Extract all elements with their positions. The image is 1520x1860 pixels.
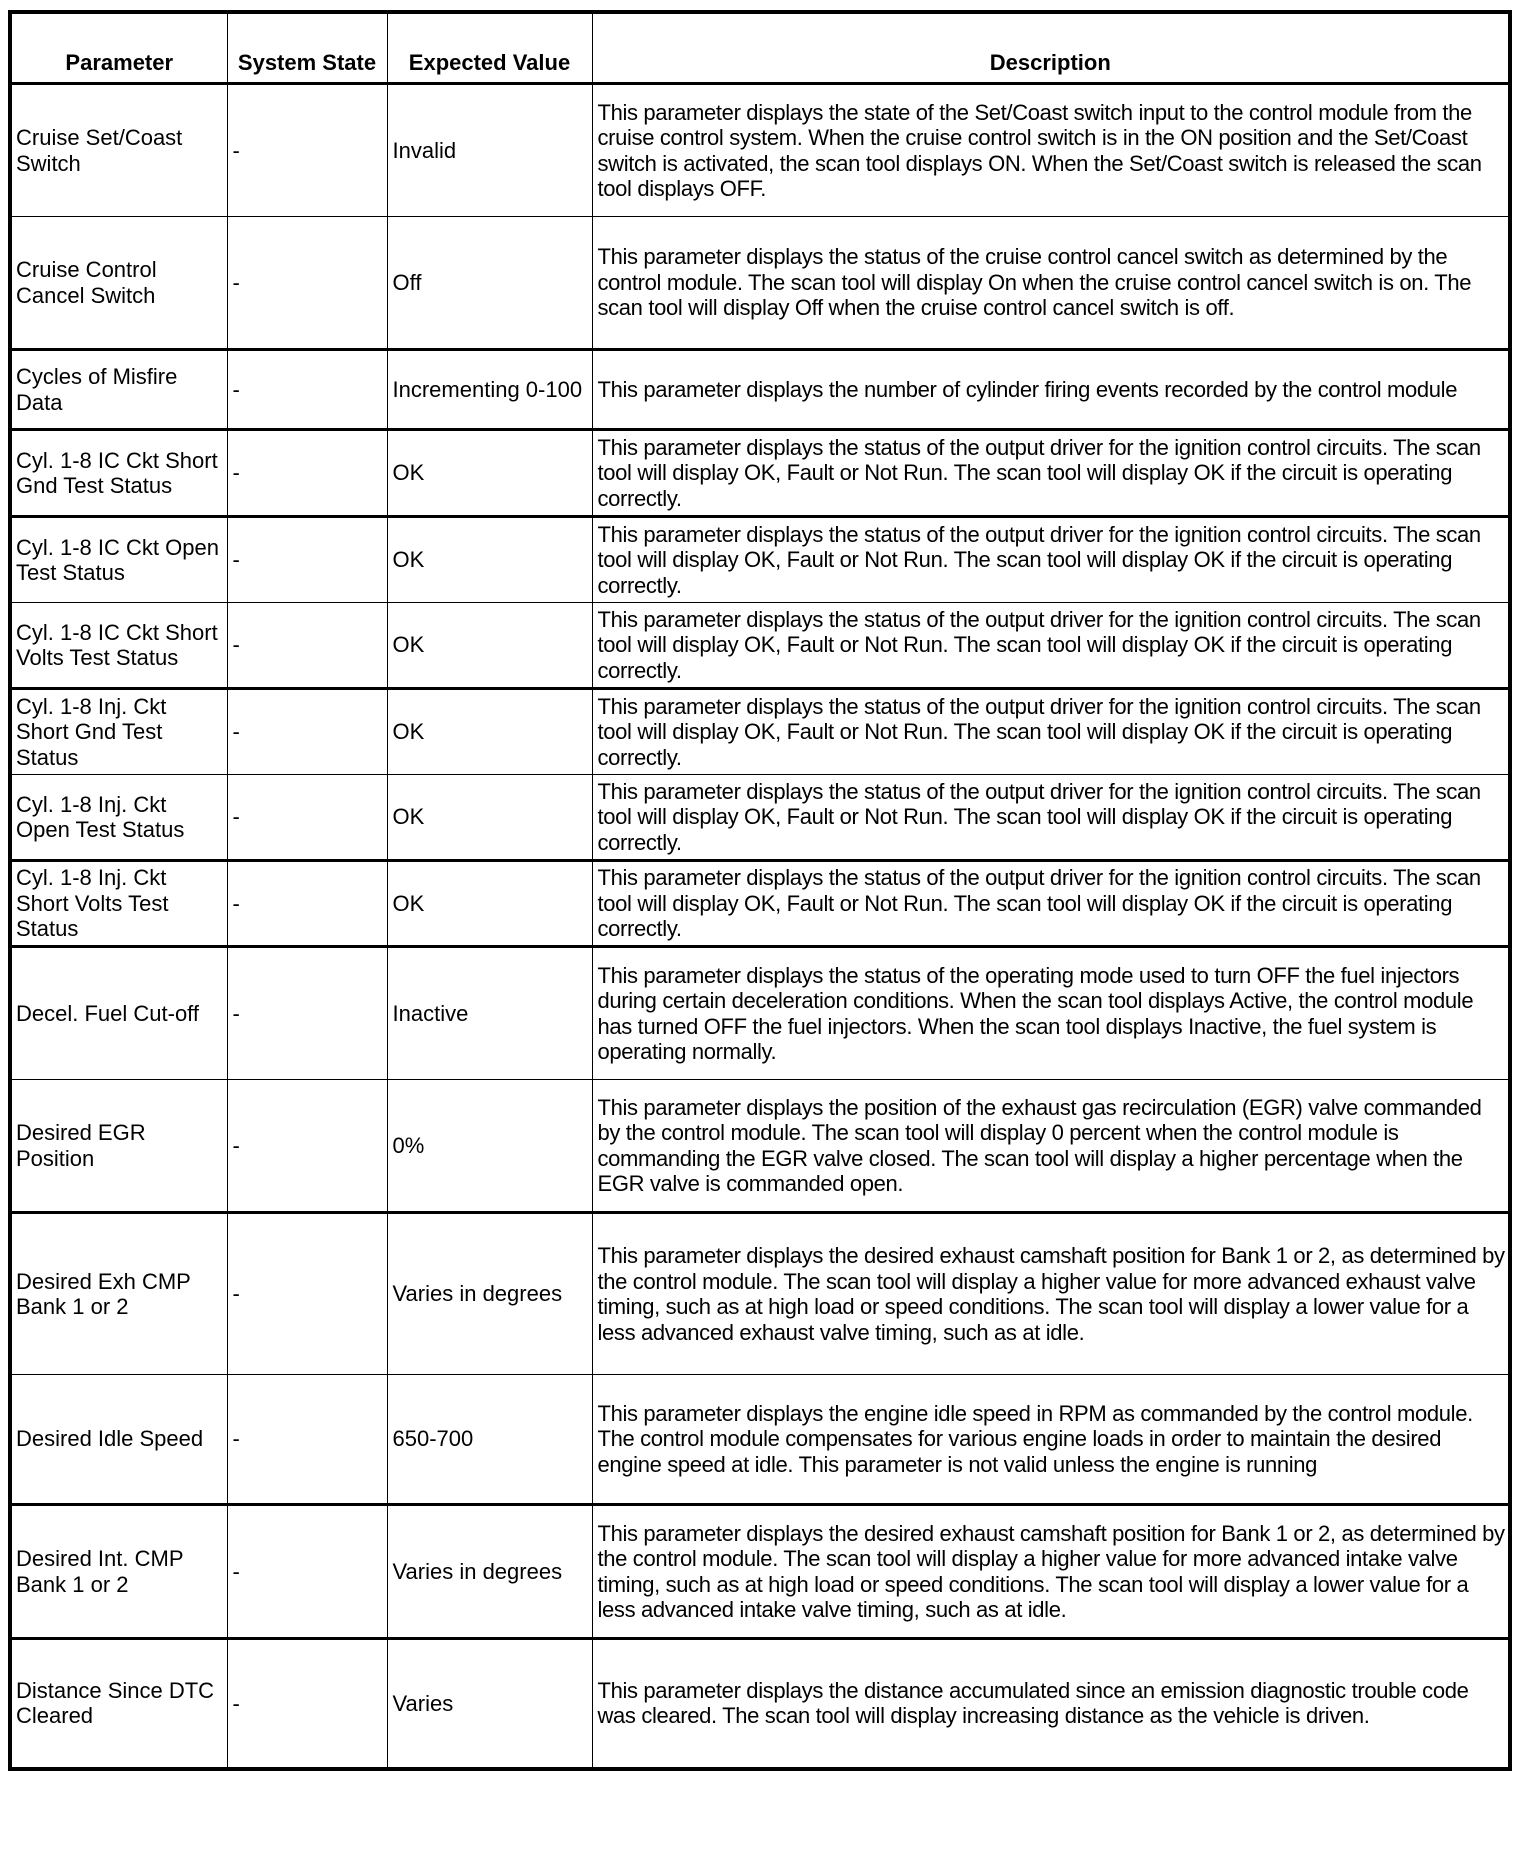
description-cell: This parameter displays the status of the output driver for the ignition control circuits. The scan tool will display OK, Fault or Not Run. The scan tool will display OK if the circuit is operating correctly. <box>592 775 1510 861</box>
parameter-cell: Decel. Fuel Cut-off <box>10 947 227 1080</box>
table-row <box>10 1080 1510 1213</box>
system-state-cell: - <box>227 84 387 217</box>
table-row <box>10 84 1510 217</box>
parameter-cell: Desired Idle Speed <box>10 1375 227 1505</box>
system-state-cell: - <box>227 217 387 350</box>
system-state-cell: - <box>227 947 387 1080</box>
table-row <box>10 947 1510 1080</box>
system-state-cell: - <box>227 1213 387 1375</box>
parameter-cell: Desired Int. CMP Bank 1 or 2 <box>10 1505 227 1639</box>
description-cell: This parameter displays the status of the operating mode used to turn OFF the fuel injectors during certain deceleration conditions. When the scan tool displays Active, the control module has turned OFF the fuel injectors. When the scan tool displays Inactive, the fuel system is operating normally. <box>592 947 1510 1080</box>
description-cell: This parameter displays the status of the cruise control cancel switch as determined by the control module. The scan tool will display On when the cruise control cancel switch is on. The scan tool will display Off when the cruise control cancel switch is off. <box>592 217 1510 350</box>
parameter-cell: Cyl. 1-8 IC Ckt Short Volts Test Status <box>10 603 227 689</box>
table-row <box>10 217 1510 350</box>
system-state-cell: - <box>227 350 387 430</box>
expected-value-cell: Incrementing 0-100 <box>387 350 592 430</box>
table-row <box>10 1375 1510 1505</box>
header-expected-value: Expected Value <box>387 12 592 84</box>
table-row <box>10 1505 1510 1639</box>
system-state-cell: - <box>227 861 387 947</box>
description-cell: This parameter displays the desired exhaust camshaft position for Bank 1 or 2, as determined by the control module. The scan tool will display a higher value for more advanced exhaust valve timing, such as at high load or speed conditions. The scan tool will display a lower value for a less advanced exhaust valve timing, such as at idle. <box>592 1213 1510 1375</box>
table-row <box>10 1213 1510 1375</box>
system-state-cell: - <box>227 1080 387 1213</box>
description-cell: This parameter displays the status of the output driver for the ignition control circuits. The scan tool will display OK, Fault or Not Run. The scan tool will display OK if the circuit is operating correctly. <box>592 603 1510 689</box>
description-cell: This parameter displays the number of cylinder firing events recorded by the control module <box>592 350 1510 430</box>
parameter-cell: Cycles of Misfire Data <box>10 350 227 430</box>
description-cell: This parameter displays the status of the output driver for the ignition control circuits. The scan tool will display OK, Fault or Not Run. The scan tool will display OK if the circuit is operating correctly. <box>592 517 1510 603</box>
system-state-cell: - <box>227 689 387 775</box>
description-cell: This parameter displays the state of the Set/Coast switch input to the control module from the cruise control system. When the cruise control switch is in the ON position and the Set/Coast switch is activated, the scan tool displays ON. When the Set/Coast switch is released the scan tool displays OFF. <box>592 84 1510 217</box>
system-state-cell: - <box>227 1639 387 1769</box>
expected-value-cell: Invalid <box>387 84 592 217</box>
parameter-cell: Cyl. 1-8 Inj. Ckt Short Volts Test Status <box>10 861 227 947</box>
header-description: Description <box>592 12 1510 84</box>
expected-value-cell: OK <box>387 603 592 689</box>
table-row <box>10 775 1510 861</box>
table-row <box>10 1639 1510 1769</box>
description-cell: This parameter displays the engine idle speed in RPM as commanded by the control module. The control module compensates for various engine loads in order to maintain the desired engine speed at idle. This parameter is not valid unless the engine is running <box>592 1375 1510 1505</box>
parameter-cell: Cyl. 1-8 Inj. Ckt Open Test Status <box>10 775 227 861</box>
expected-value-cell: OK <box>387 430 592 517</box>
parameter-cell: Cyl. 1-8 IC Ckt Short Gnd Test Status <box>10 430 227 517</box>
header-parameter: Parameter <box>10 12 227 84</box>
system-state-cell: - <box>227 1505 387 1639</box>
parameter-cell: Desired EGR Position <box>10 1080 227 1213</box>
table-row <box>10 430 1510 517</box>
expected-value-cell: Varies in degrees <box>387 1505 592 1639</box>
description-cell: This parameter displays the status of the output driver for the ignition control circuits. The scan tool will display OK, Fault or Not Run. The scan tool will display OK if the circuit is operating correctly. <box>592 430 1510 517</box>
parameter-cell: Cruise Set/Coast Switch <box>10 84 227 217</box>
expected-value-cell: Off <box>387 217 592 350</box>
parameter-cell: Distance Since DTC Cleared <box>10 1639 227 1769</box>
expected-value-cell: OK <box>387 775 592 861</box>
table-row <box>10 350 1510 430</box>
system-state-cell: - <box>227 775 387 861</box>
expected-value-cell: OK <box>387 517 592 603</box>
description-cell: This parameter displays the distance accumulated since an emission diagnostic trouble code was cleared. The scan tool will display increasing distance as the vehicle is driven. <box>592 1639 1510 1769</box>
parameter-table <box>8 10 1512 1771</box>
header-system-state: System State <box>227 12 387 84</box>
system-state-cell: - <box>227 430 387 517</box>
expected-value-cell: OK <box>387 689 592 775</box>
parameter-cell: Cyl. 1-8 Inj. Ckt Short Gnd Test Status <box>10 689 227 775</box>
expected-value-cell: OK <box>387 861 592 947</box>
expected-value-cell: Varies in degrees <box>387 1213 592 1375</box>
description-cell: This parameter displays the position of the exhaust gas recirculation (EGR) valve commanded by the control module. The scan tool will display 0 percent when the control module is commanding the EGR valve closed. The scan tool will display a higher percentage when the EGR valve is commanded open. <box>592 1080 1510 1213</box>
system-state-cell: - <box>227 1375 387 1505</box>
table-row <box>10 689 1510 775</box>
parameter-cell: Desired Exh CMP Bank 1 or 2 <box>10 1213 227 1375</box>
parameter-cell: Cruise Control Cancel Switch <box>10 217 227 350</box>
description-cell: This parameter displays the status of the output driver for the ignition control circuits. The scan tool will display OK, Fault or Not Run. The scan tool will display OK if the circuit is operating correctly. <box>592 689 1510 775</box>
system-state-cell: - <box>227 603 387 689</box>
table-row <box>10 603 1510 689</box>
parameter-cell: Cyl. 1-8 IC Ckt Open Test Status <box>10 517 227 603</box>
header-row <box>10 12 1510 84</box>
expected-value-cell: Inactive <box>387 947 592 1080</box>
expected-value-cell: 0% <box>387 1080 592 1213</box>
description-cell: This parameter displays the desired exhaust camshaft position for Bank 1 or 2, as determined by the control module. The scan tool will display a higher value for more advanced intake valve timing, such as at high load or speed conditions. The scan tool will display a lower value for a less advanced intake valve timing, such as at idle. <box>592 1505 1510 1639</box>
table-row <box>10 861 1510 947</box>
table-row <box>10 517 1510 603</box>
system-state-cell: - <box>227 517 387 603</box>
expected-value-cell: Varies <box>387 1639 592 1769</box>
expected-value-cell: 650-700 <box>387 1375 592 1505</box>
description-cell: This parameter displays the status of the output driver for the ignition control circuits. The scan tool will display OK, Fault or Not Run. The scan tool will display OK if the circuit is operating correctly. <box>592 861 1510 947</box>
